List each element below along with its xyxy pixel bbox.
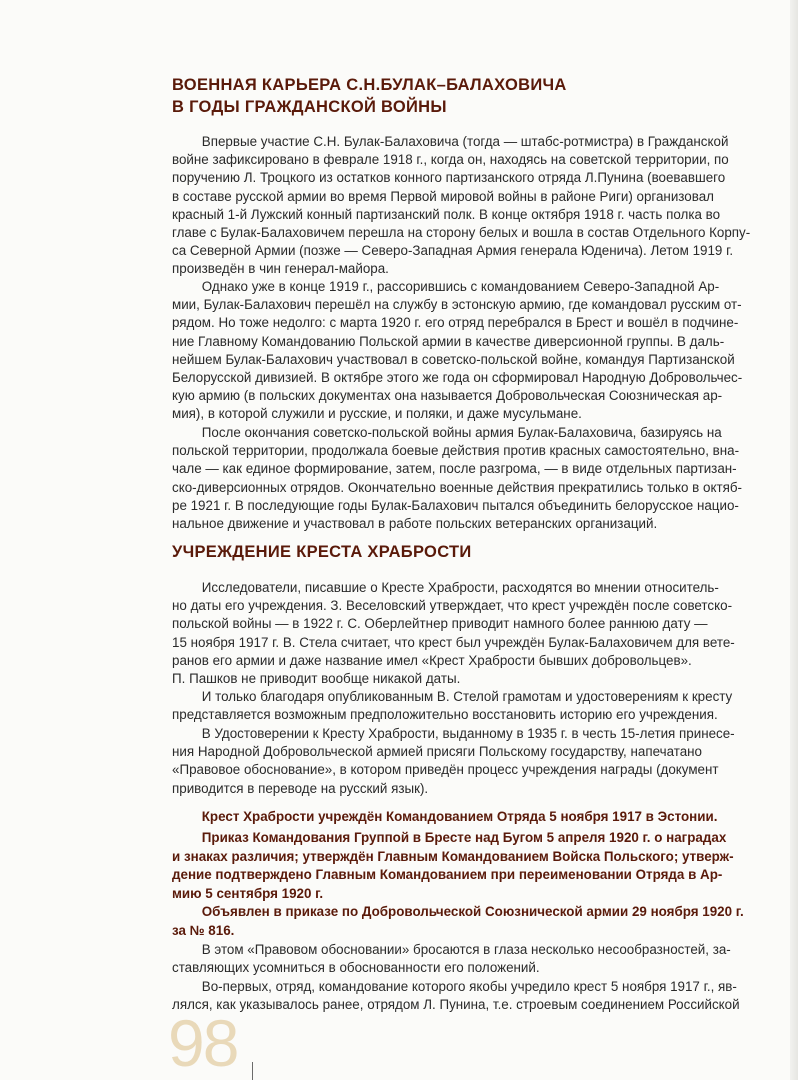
text-line: Белорусской дивизией. В октябре этого же года он сформировал Народную Добровольчес- [172, 370, 743, 386]
paragraph-8 [172, 978, 742, 1014]
text-line: польской войны — в 1922 г. С. Оберлейтнер приводит намного более раннюю дату — [172, 616, 708, 632]
text-line: нальное движение и участвовал в работе польских ветеранских организаций. [172, 516, 658, 532]
section-heading-military-career: ВОЕННАЯ КАРЬЕРА С.Н.БУЛАК–БАЛАХОВИЧА В ГОДЫ ГРАЖДАНСКОЙ ВОЙНЫ [172, 76, 567, 116]
margin-tick [252, 1062, 253, 1080]
text-line: ние Главному Командованию Польской армии в качестве диверсионной группы. В даль- [172, 333, 725, 349]
text-line: лялся, как указывалось ранее, отрядом Л. Пунина, т.е. строевым соединением Российской [172, 997, 740, 1013]
text-line: представляется возможным предположительно восстановить историю его учреждения. [172, 707, 718, 723]
text-line: в составе русской армии во время Первой мировой войны в районе Риги) организовал [172, 188, 714, 204]
text-line: ния Народной Добровольческой армией присяги Польскому государству, напечатано [172, 744, 702, 760]
text-line: красный 1-й Лужский конный партизанский полк. В конце октября 1918 г. часть полка во [172, 206, 721, 222]
text-line: Впервые участие С.Н. Булак-Балаховича (тогда — штабс-ротмистра) в Гражданской [172, 134, 729, 149]
text-line: главе с Булак-Балаховичем перешла на сторону белых и вошла в состав Отдельного Корпу- [172, 225, 751, 241]
paragraph-6 [172, 725, 742, 798]
text-line: П. Пашков не приводит вообще никакой даты. [172, 671, 461, 687]
paragraph-3 [172, 424, 742, 533]
page-number: 98 [168, 1006, 238, 1080]
text-line: После окончания советско-польской войны армия Булак-Балаховича, базируясь на [172, 425, 722, 440]
text-line: произведён в чин генерал-майора. [172, 261, 389, 277]
text-line: И только благодаря опубликованным В. Стелой грамотам и удостоверениям к кресту [172, 689, 733, 704]
paragraph-7 [172, 941, 742, 977]
text-line: ско-диверсионных отрядов. Окончательно военные действия прекратились только в октяб- [172, 479, 742, 495]
text-line: и знаках различия; утверждён Главным Командованием Войска Польского; утверж- [172, 848, 734, 864]
text-line: за № 816. [172, 922, 235, 938]
text-line: 15 ноября 1917 г. В. Стела считает, что крест был учреждён Булак-Балаховичем для вете- [172, 634, 735, 650]
text-line: В Удостоверении к Кресту Храбрости, выданному в 1935 г. в честь 15-летия принесе- [172, 726, 735, 741]
text-line: дение подтверждено Главным Командованием при переименовании Отряда в Ар- [172, 867, 723, 883]
paragraph-2 [172, 278, 742, 424]
quote-line-1 [172, 808, 742, 827]
page-edge-shadow [790, 0, 798, 1080]
text-line: чале — как единое формирование, затем, после разгрома, — в виде отдельных партизан- [172, 461, 737, 477]
text-line: са Северной Армии (позже — Северо-Западная Армия генерала Юденича). Летом 1919 г. [172, 243, 734, 259]
text-line: ре 1921 г. В последующие годы Булак-Балахович пытался объединить белорусское нацио- [172, 497, 739, 513]
text-line: войне зафиксировано в феврале 1918 г., когда он, находясь на советской территории, по [172, 152, 729, 168]
text-line: но даты его учреждения. З. Веселовский утверждает, что крест учреждён после советско- [172, 598, 733, 614]
text-line: мию 5 сентября 1920 г. [172, 885, 324, 901]
quote-line-2 [172, 829, 742, 903]
text-line: кую армию (в польских документах она называется Добровольческая Союзническая ар- [172, 388, 723, 404]
paragraph-4 [172, 579, 742, 688]
text-line: В этом «Правовом обосновании» бросаются в глаза несколько несообразностей, за- [172, 942, 731, 957]
paragraph-5 [172, 688, 742, 724]
text-line: ставляющих усомниться в обоснованности его положений. [172, 960, 540, 976]
text-line: Исследователи, писавшие о Кресте Храбрости, расходятся во мнении относитель- [172, 580, 719, 595]
text-line: мия), в которой служили и русские, и поляки, и даже мусульмане. [172, 406, 582, 422]
section-heading-cross-of-valor: УЧРЕЖДЕНИЕ КРЕСТА ХРАБРОСТИ [172, 543, 472, 561]
paragraph-1 [172, 133, 751, 279]
text-line: Приказ Командования Группой в Бресте над Бугом 5 апреля 1920 г. о наградах [172, 830, 727, 845]
text-line: рядом. Но тоже недолго: с марта 1920 г. его отряд перебрался в Брест и вошёл в подчине- [172, 315, 739, 331]
text-line: Однако уже в конце 1919 г., рассорившись с командованием Северо-Западной Ар- [172, 279, 720, 294]
text-line: Крест Храбрости учреждён Командованием Отряда 5 ноября 1917 в Эстонии. [172, 809, 718, 824]
text-line: поручению Л. Троцкого из остатков конного партизанского отряда Л.Пунина (воевавшего [172, 170, 726, 186]
text-line: нейшем Булак-Балахович участвовал в советско-польской войне, командуя Партизанской [172, 351, 735, 367]
quote-line-3 [172, 903, 742, 940]
text-line: ранов его армии и даже название имел «Крест Храбрости бывших добровольцев». [172, 652, 692, 668]
text-line: «Правовое обоснование», в котором приведён процесс учреждения награды (документ [172, 762, 719, 778]
text-line: Объявлен в приказе по Добровольческой Союзнической армии 29 ноября 1920 г. [172, 904, 744, 919]
text-line: приводится в переводе на русский язык). [172, 780, 429, 796]
text-line: Во-первых, отряд, командование которого якобы учредило крест 5 ноября 1917 г., яв- [172, 979, 737, 994]
text-line: польской территории, продолжала боевые действия против красных самостоятельно, вна- [172, 443, 740, 459]
text-line: мии, Булак-Балахович перешёл на службу в эстонскую армию, где командовал русским от- [172, 297, 742, 313]
